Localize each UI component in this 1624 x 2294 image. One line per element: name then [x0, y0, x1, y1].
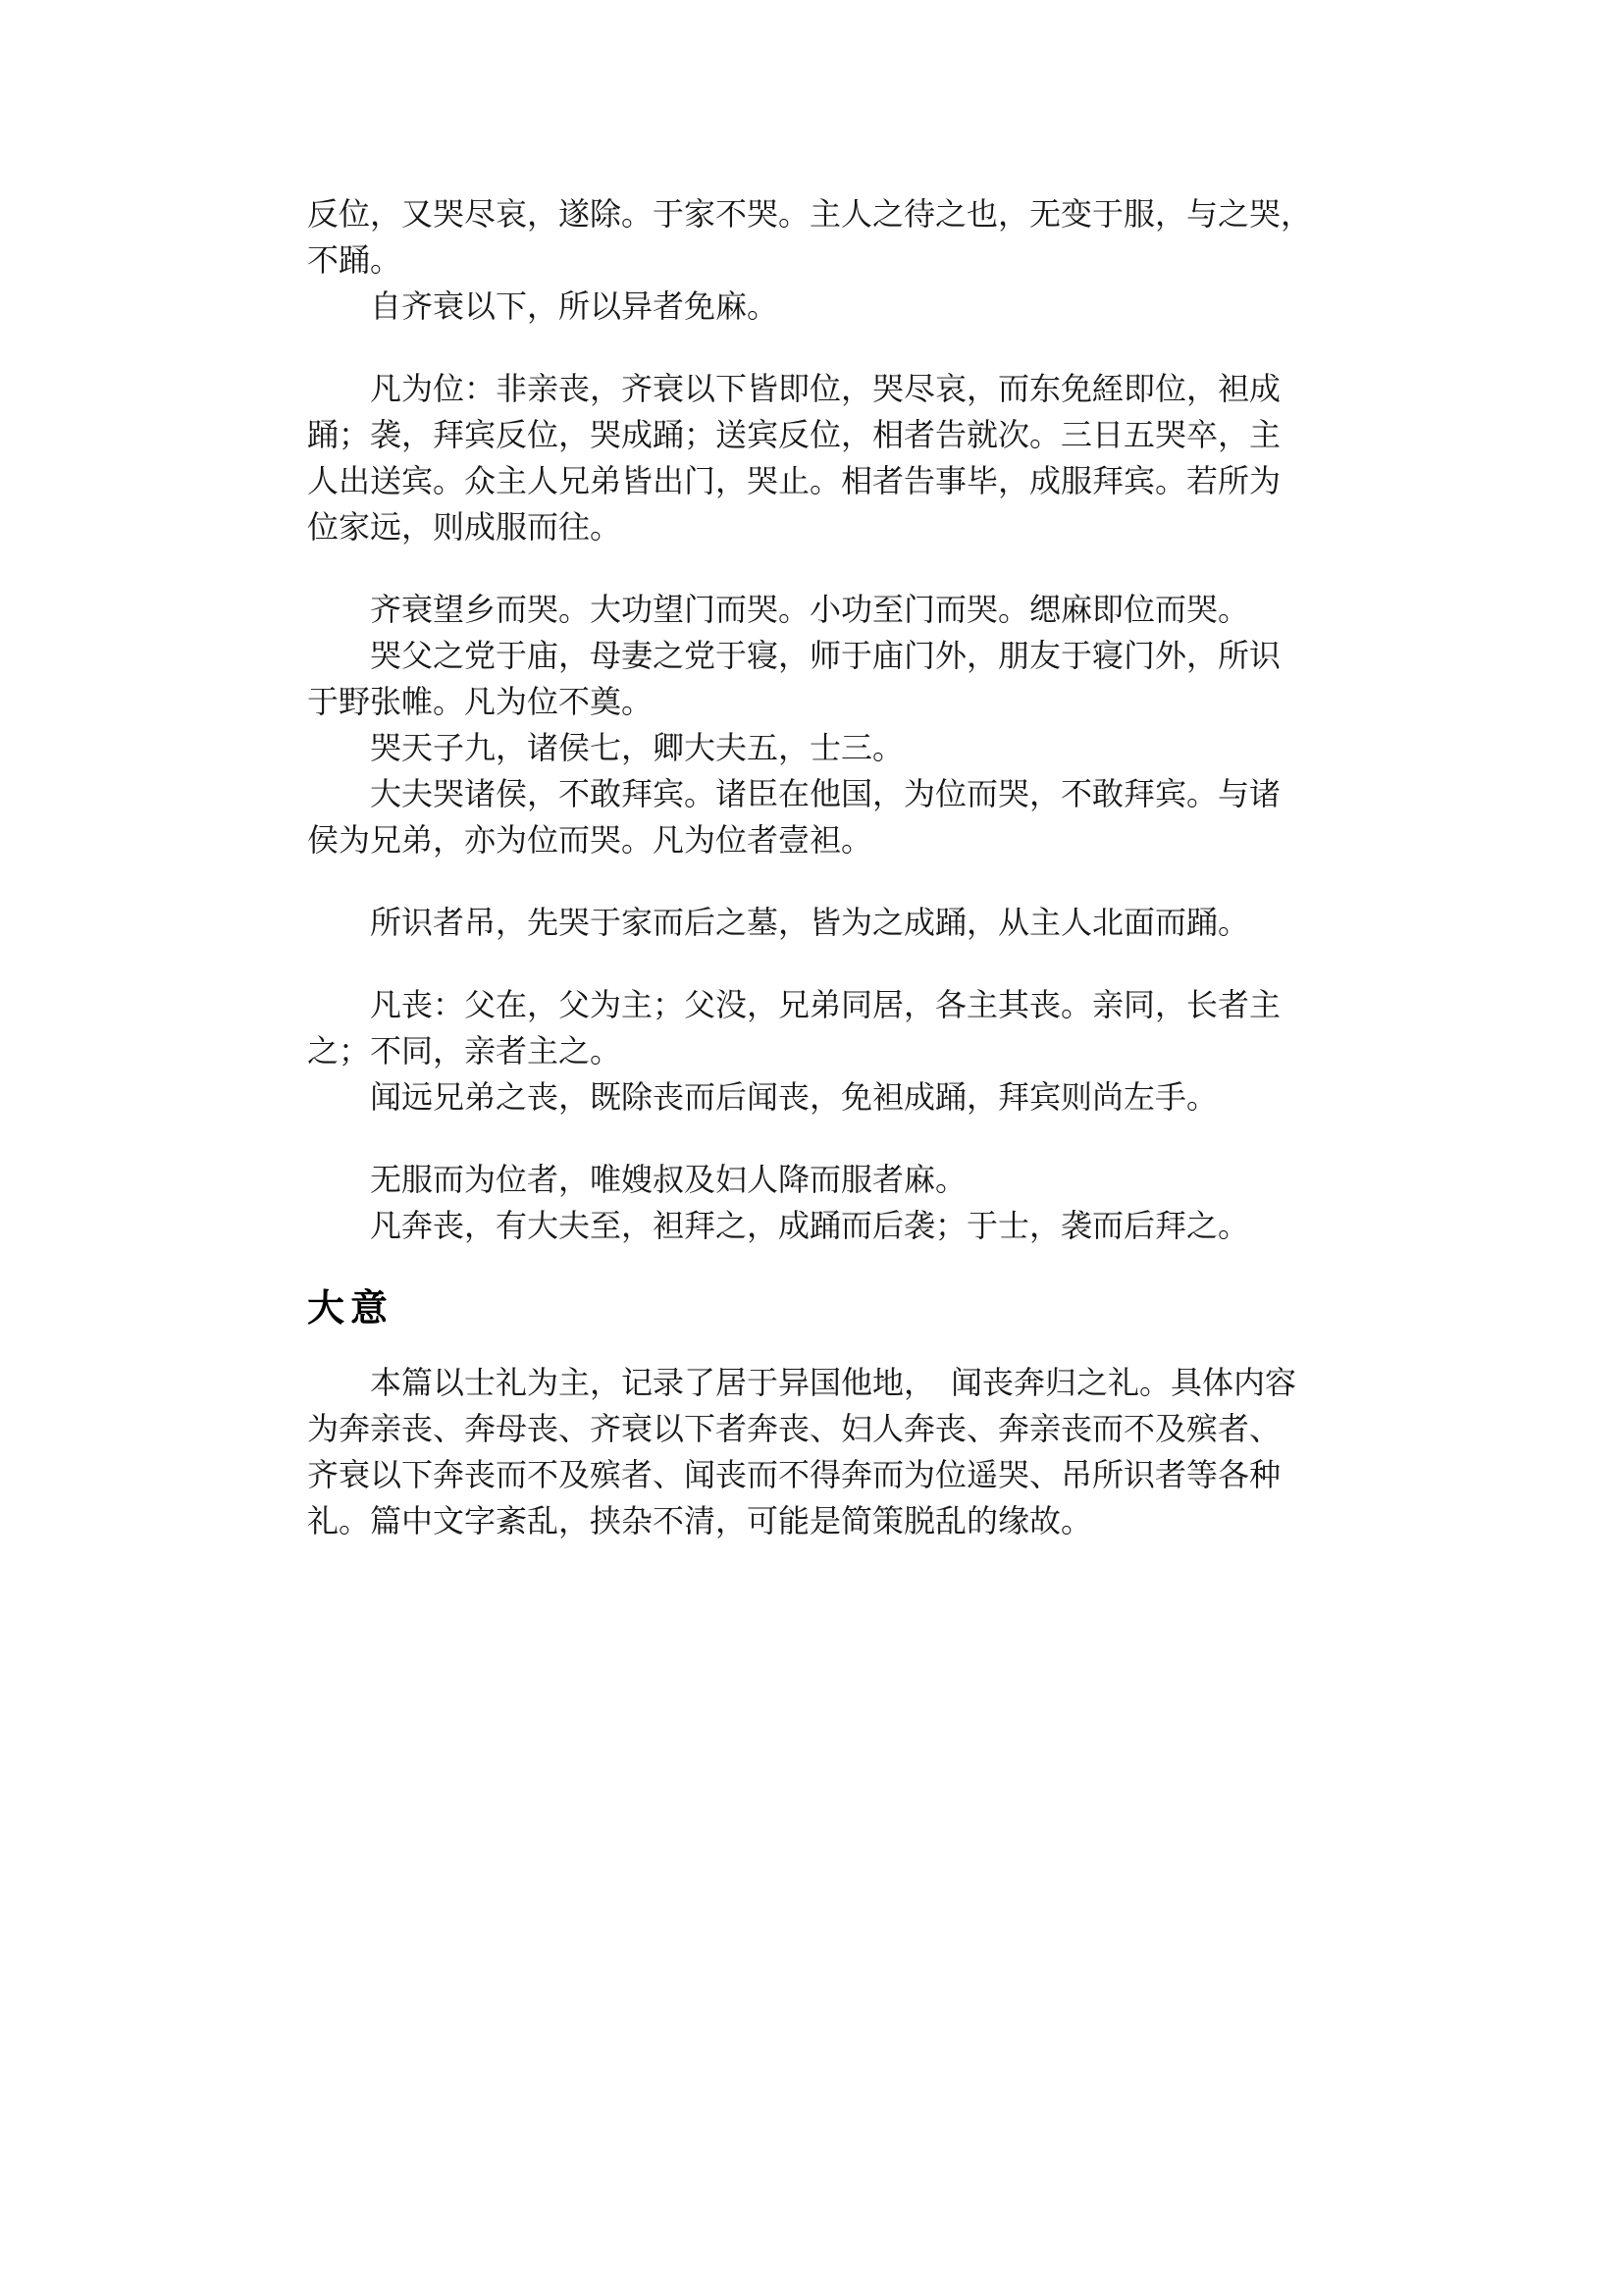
paragraph-line: 人出送宾。众主人兄弟皆出门，哭止。相者告事毕，成服拜宾。若所为	[307, 463, 1282, 498]
paragraph	[307, 284, 1333, 330]
paragraph	[307, 587, 1333, 633]
paragraph-line: 无服而为位者，唯嫂叔及妇人降而服者麻。	[370, 1162, 968, 1197]
paragraph-line: 礼。篇中文字紊乱，挟杂不清，可能是简策脱乱的缘故。	[307, 1503, 1093, 1538]
paragraph	[307, 725, 1333, 771]
paragraph-line: 齐衰望乡而哭。大功望门而哭。小功至门而哭。缌麻即位而哭。	[370, 592, 1250, 627]
paragraph-line: 所识者吊，先哭于家而后之墓，皆为之成踊，从主人北面而踊。	[370, 905, 1250, 940]
paragraph	[307, 633, 1333, 725]
paragraph	[307, 1203, 1333, 1249]
paragraph-line: 凡为位：非亲丧，齐衰以下皆即位，哭尽哀，而东免絰即位，袒成	[370, 371, 1282, 406]
section-heading: 大意	[307, 1288, 394, 1329]
paragraph	[307, 366, 1333, 550]
text-column	[307, 191, 1333, 1544]
paragraph-line: 凡丧：父在，父为主；父没，兄弟同居，各主其丧。亲同，长者主	[370, 987, 1282, 1022]
paragraph-line: 位家远，则成服而往。	[307, 509, 622, 545]
paragraph-line: 本篇以士礼为主，记录了居于异国他地， 闻丧奔归之礼。具体内容	[370, 1365, 1297, 1400]
paragraph	[307, 771, 1333, 863]
paragraph-line: 反位，又哭尽哀，遂除。于家不哭。主人之待之也，无变于服，与之哭，	[307, 196, 1313, 232]
paragraph	[307, 1157, 1333, 1203]
paragraph-line: 自齐衰以下，所以异者免麻。	[370, 288, 779, 324]
paragraph-line: 大夫哭诸侯，不敢拜宾。诸臣在他国，为位而哭，不敢拜宾。与诸	[370, 776, 1282, 811]
paragraph-line: 之；不同，亲者主之。	[307, 1033, 622, 1069]
paragraph-line: 踊；袭，拜宾反位，哭成踊；送宾反位，相者告就次。三日五哭卒，主	[307, 417, 1282, 452]
paragraph	[307, 191, 1333, 284]
paragraph-line: 哭天子九，诸侯七，卿大夫五，士三。	[370, 730, 905, 765]
paragraph-line: 于野张帷。凡为位不奠。	[307, 684, 654, 719]
paragraph-line: 为奔亲丧、奔母丧、齐衰以下者奔丧、妇人奔丧、奔亲丧而不及殡者、	[307, 1411, 1282, 1446]
paragraph	[307, 900, 1333, 946]
paragraph-line: 闻远兄弟之丧，既除丧而后闻丧，免袒成踊，拜宾则尚左手。	[370, 1079, 1219, 1115]
paragraph-line: 哭父之党于庙，母妻之党于寝，师于庙门外，朋友于寝门外，所识	[370, 638, 1282, 673]
paragraph-line: 不踊。	[307, 242, 402, 278]
paragraph-line: 侯为兄弟，亦为位而哭。凡为位者壹袒。	[307, 822, 873, 858]
paragraph-line: 凡奔丧，有大夫至，袒拜之，成踊而后袭；于士，袭而后拜之。	[370, 1208, 1250, 1243]
paragraph	[307, 1360, 1333, 1544]
paragraph	[307, 982, 1333, 1074]
paragraph-line: 齐衰以下奔丧而不及殡者、闻丧而不得奔而为位遥哭、吊所识者等各种	[307, 1457, 1282, 1492]
paragraph	[307, 1074, 1333, 1121]
